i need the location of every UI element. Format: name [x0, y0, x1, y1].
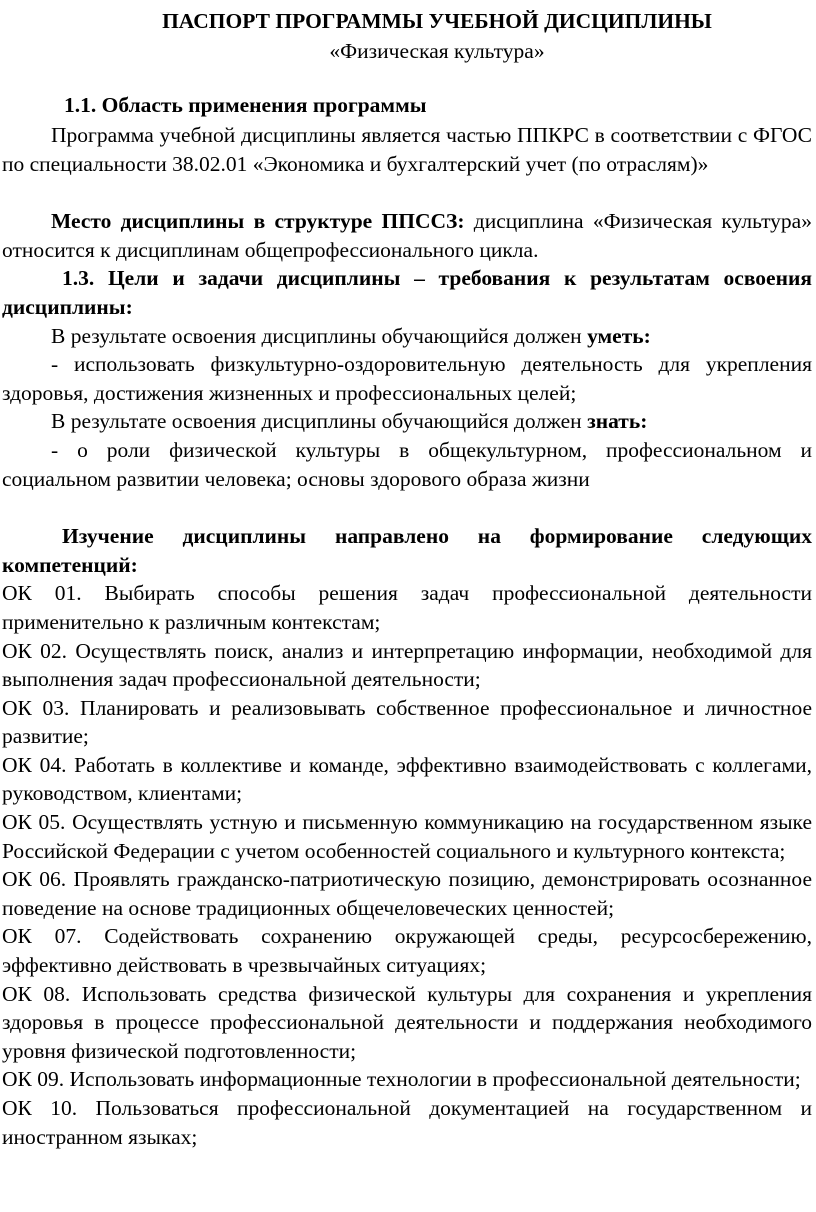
- competency-ok-05: ОК 05. Осуществлять устную и письменную коммуникацию на государственном языке Российской Федерации с учетом особенностей социального и культурного контекста;: [2, 810, 812, 863]
- competency-ok-01: ОК 01. Выбирать способы решения задач профессиональной деятельности применительно к различным контекстам;: [2, 581, 812, 634]
- section-1-1-text: Программа учебной дисциплины является частью ППКРС в соответствии с ФГОС по специальности 38.02.01 «Экономика и бухгалтерский учет (по отраслям)»: [2, 123, 812, 176]
- section-1-2-text: дисциплина «Физическая культура» относится к дисциплинам общепрофессионального цикла.: [2, 209, 812, 262]
- section-1-2-paragraph: [2, 207, 812, 264]
- competencies-list: [2, 579, 812, 1151]
- znat-intro: В результате освоения дисциплины обучающийся должен: [51, 409, 588, 434]
- competency-ok-03: ОК 03. Планировать и реализовывать собственное профессиональное и личностное развитие;: [2, 695, 812, 749]
- znat-item: - о роли физической культуры в общекультурном, профессиональном и социальном развитии человека; основы здорового образа жизни: [2, 437, 812, 491]
- umet-intro-paragraph: [2, 322, 812, 351]
- section-1-1-heading: 1.1. Область применения программы: [64, 93, 427, 117]
- document-subtitle: «Физическая культура»: [329, 39, 545, 63]
- competency-ok-10: ОК 10. Пользоваться профессиональной документацией на государственном и иностранном языках;: [2, 1096, 812, 1149]
- umet-label: уметь:: [587, 323, 651, 348]
- competency-ok-02: ОК 02. Осуществлять поиск, анализ и интерпретацию информации, необходимой для выполнения задач профессиональной деятельности;: [2, 638, 812, 692]
- competency-ok-06: ОК 06. Проявлять гражданско-патриотическую позицию, демонстрировать осознанное поведение на основе традиционных общечеловеческих ценностей;: [2, 867, 812, 920]
- competency-ok-07: ОК 07. Содействовать сохранению окружающей среды, ресурсосбережению, эффективно действовать в чрезвычайных ситуациях;: [2, 924, 812, 978]
- znat-intro-paragraph: [2, 407, 812, 436]
- competency-ok-09: ОК 09. Использовать информационные технологии в профессиональной деятельности;: [2, 1067, 801, 1092]
- competency-ok-04: ОК 04. Работать в коллективе и команде, эффективно взаимодействовать с коллегами, руководством, клиентами;: [2, 752, 812, 806]
- document-title: ПАСПОРТ ПРОГРАММЫ УЧЕБНОЙ ДИСЦИПЛИНЫ: [162, 9, 712, 33]
- umet-intro: В результате освоения дисциплины обучающийся должен: [51, 323, 588, 348]
- section-1-2-label: Место дисциплины в структуре ППССЗ:: [51, 209, 465, 234]
- znat-label: знать:: [587, 409, 648, 434]
- section-1-3-heading: 1.3. Цели и задачи дисциплины – требования к результатам освоения дисциплины:: [2, 266, 812, 319]
- umet-item: - использовать физкультурно-оздоровительную деятельность для укрепления здоровья, достижения жизненных и профессиональных целей;: [2, 352, 812, 405]
- competency-ok-08: ОК 08. Использовать средства физической культуры для сохранения и укрепления здоровья в процессе профессиональной деятельности и поддержания необходимого уровня физической подготовленности;: [2, 981, 812, 1063]
- competencies-heading: Изучение дисциплины направлено на формирование следующих компетенций:: [2, 524, 812, 577]
